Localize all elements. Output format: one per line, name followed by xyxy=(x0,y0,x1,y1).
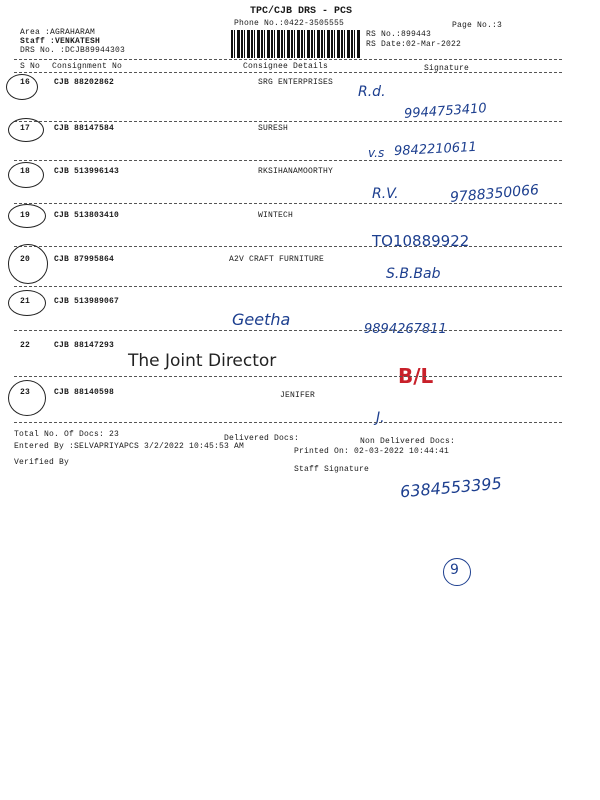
non-delivered-docs: Non Delivered Docs: xyxy=(360,437,456,446)
sno-circle xyxy=(8,162,44,188)
row-consignment: CJB 513996143 xyxy=(54,167,120,176)
verified-by: Verified By xyxy=(14,458,70,467)
drs-number: DRS No. :DCJB89944303 xyxy=(20,46,126,55)
phone-number: Phone No.:0422-3505555 xyxy=(234,19,345,28)
table-row xyxy=(0,297,600,313)
area-label: Area :AGRAHARAM xyxy=(20,28,96,37)
handwritten-phone: 6384553395 xyxy=(399,473,503,502)
row-sno: 20 xyxy=(20,255,31,264)
row-consignment: CJB 88147584 xyxy=(54,124,115,133)
table-row xyxy=(0,167,600,183)
col-consignee: Consignee Details xyxy=(243,62,329,71)
document-title: TPC/CJB DRS - PCS xyxy=(250,6,353,17)
table-row xyxy=(0,211,600,227)
sno-circle xyxy=(8,380,46,416)
staff-label: Staff :VENKATESH xyxy=(20,37,101,46)
sno-circle xyxy=(8,290,46,316)
signature-17: v.s xyxy=(368,146,385,160)
table-row xyxy=(0,255,600,271)
signature-18: R.V. xyxy=(372,186,399,202)
signature-21: Geetha xyxy=(232,310,291,329)
row-consignee: SRG ENTERPRISES xyxy=(258,78,334,87)
page-mark: 9 xyxy=(450,562,459,578)
row-consignee: A2V CRAFT FURNITURE xyxy=(229,255,325,264)
row-sno: 22 xyxy=(20,341,31,350)
row-consignee: WINTECH xyxy=(258,211,294,220)
table-row xyxy=(0,124,600,140)
row-sno: 21 xyxy=(20,297,31,306)
row-sno: 17 xyxy=(20,124,31,133)
phone-21: 9894267811 xyxy=(364,322,447,337)
row-sno: 16 xyxy=(20,78,31,87)
phone-16: 9944753410 xyxy=(403,101,488,122)
delivered-docs: Delivered Docs: xyxy=(224,434,300,443)
signature-20: S.B.Bab xyxy=(386,266,441,282)
row-consignment: CJB 88202862 xyxy=(54,78,115,87)
phone-18: 9788350066 xyxy=(449,182,540,206)
sno-circle xyxy=(8,244,48,284)
row-sno: 23 xyxy=(20,388,31,397)
signature-22: The Joint Director xyxy=(128,351,277,371)
phone-19: TO10889922 xyxy=(372,232,470,250)
sno-circle xyxy=(8,118,44,142)
row-consignee: SURESH xyxy=(258,124,289,133)
page-number: Page No.:3 xyxy=(452,21,503,30)
row-sno: 19 xyxy=(20,211,31,220)
sno-circle xyxy=(6,74,38,100)
col-signature: Signature xyxy=(424,64,470,73)
row-consignee: RKSIHANAMOORTHY xyxy=(258,167,334,176)
phone-17: 9842210611 xyxy=(393,139,478,160)
row-consignment: CJB 88147293 xyxy=(54,341,115,350)
col-consignment: Consignment No xyxy=(52,62,123,71)
entered-by: Entered By :SELVAPRIYAPCS 3/2/2022 10:45:53 AM xyxy=(14,442,245,451)
row-consignment: CJB 513803410 xyxy=(54,211,120,220)
table-row xyxy=(0,78,600,94)
signature-16: R.d. xyxy=(358,84,386,100)
total-docs: Total No. Of Docs: 23 xyxy=(14,430,120,439)
row-sno: 18 xyxy=(20,167,31,176)
row-consignment: CJB 88140598 xyxy=(54,388,115,397)
sno-circle xyxy=(8,204,46,228)
rs-number: RS No.:899443 xyxy=(366,30,432,39)
col-sno: S No xyxy=(20,62,41,71)
row-consignment: CJB 87995864 xyxy=(54,255,115,264)
barcode xyxy=(231,30,361,58)
rs-date: RS Date:02-Mar-2022 xyxy=(366,40,462,49)
printed-on: Printed On: 02-03-2022 10:44:41 xyxy=(294,447,450,456)
row-consignee: JENIFER xyxy=(280,391,316,400)
row-consignment: CJB 513989067 xyxy=(54,297,120,306)
table-row xyxy=(0,388,600,404)
remark-22: B/L xyxy=(398,364,434,388)
signature-23: J. xyxy=(376,410,385,426)
staff-signature: Staff Signature xyxy=(294,465,370,474)
